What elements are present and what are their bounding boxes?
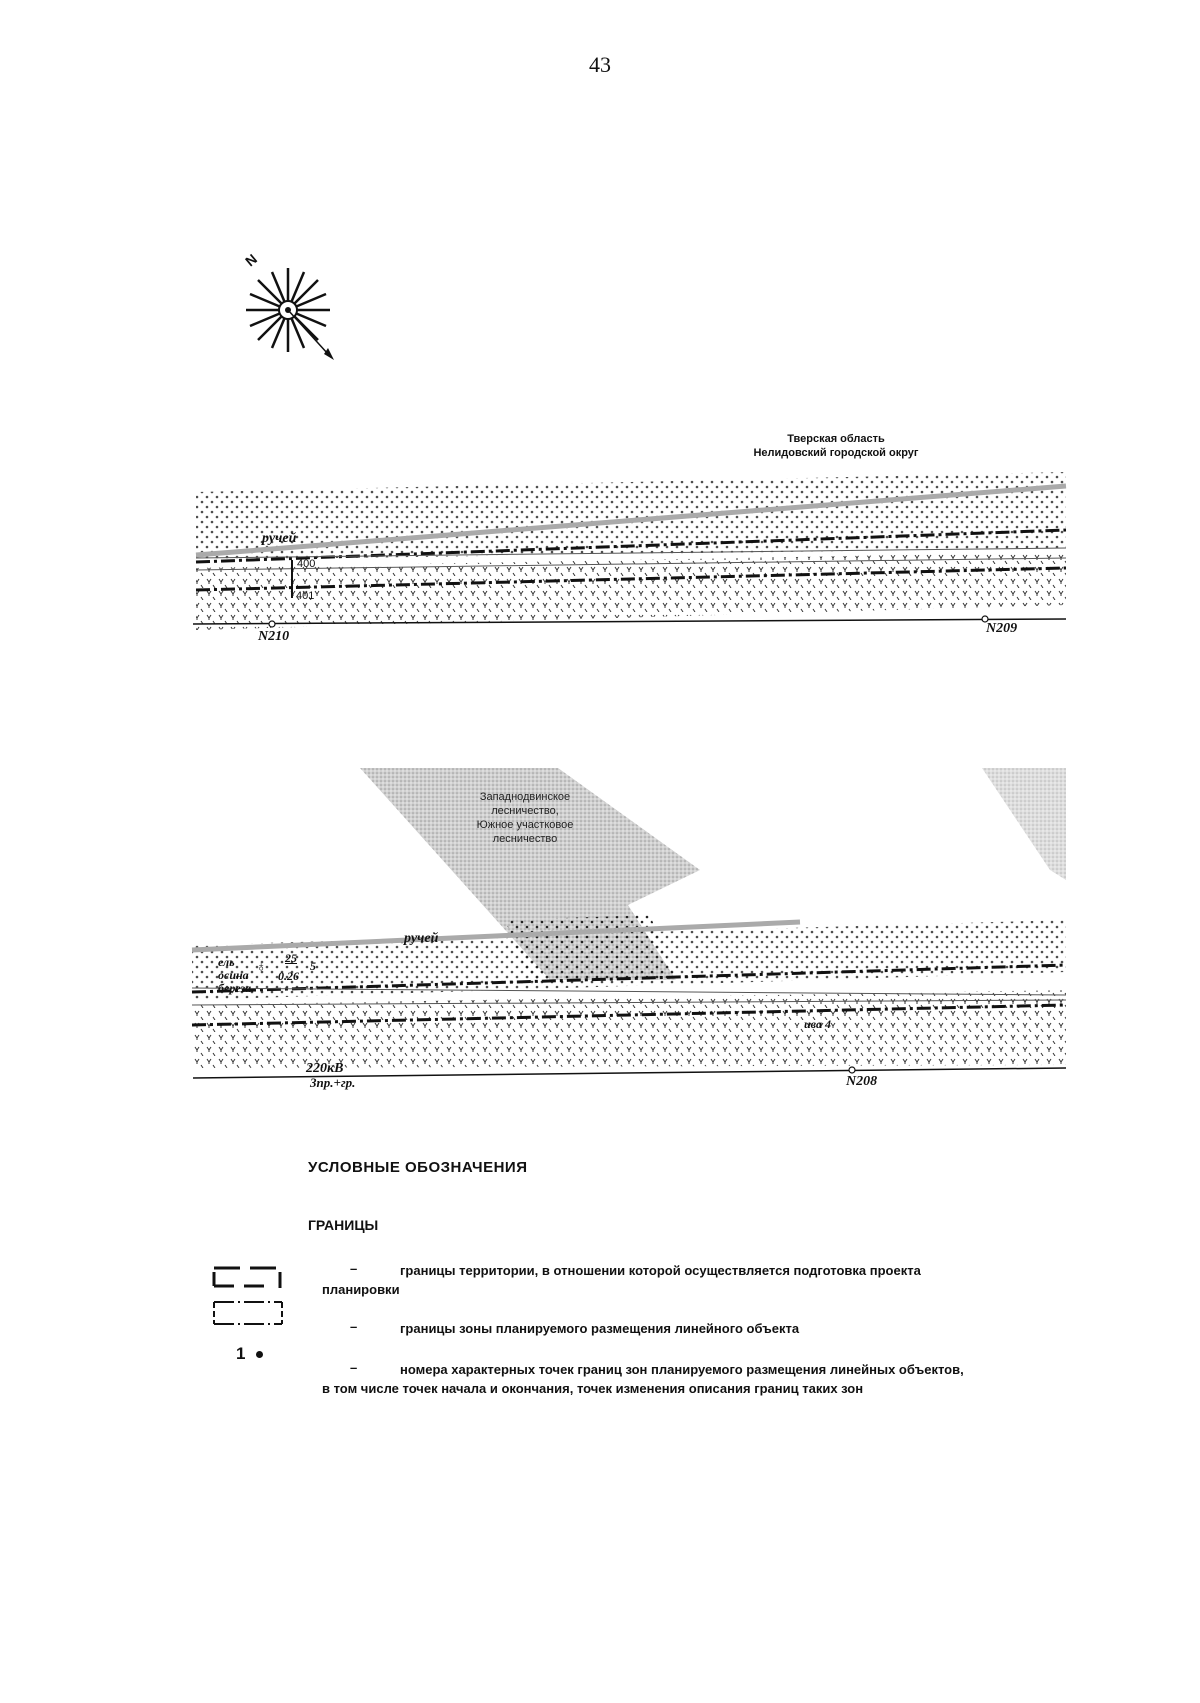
compass-rose-icon xyxy=(246,268,334,360)
pole-label-n208: N208 xyxy=(846,1074,878,1089)
pole-label-n209: N209 xyxy=(986,621,1018,636)
legend-text-3 xyxy=(322,1360,1042,1398)
forest-fraction-top: 25 xyxy=(285,951,297,965)
wire-label: 3пр.+гр. xyxy=(310,1075,356,1090)
stream-label-top: ручей xyxy=(262,531,297,546)
point-number-symbol xyxy=(236,1344,263,1364)
forestry-line-3: Южное участковое xyxy=(476,819,574,831)
point-number-label: 1 xyxy=(236,1344,246,1363)
legend-dash-2: – xyxy=(350,1319,358,1334)
legend-dash-3: – xyxy=(350,1360,358,1375)
pole-label-n210: N210 xyxy=(258,629,290,644)
point-label-401: 401 xyxy=(296,590,315,602)
compass-north-label: N xyxy=(242,250,261,270)
forestry-line-1: Западнодвинское xyxy=(479,791,571,803)
species-spruce: ель xyxy=(218,955,235,969)
region-label xyxy=(746,432,926,460)
territory-boundary-icon xyxy=(210,1262,290,1332)
page-number: 43 xyxy=(589,52,611,77)
forest-fraction-bottom: 0.26 xyxy=(278,969,299,983)
stream-label-bottom: ручей xyxy=(404,931,439,946)
legend-text-2: границы зоны планируемого размещения линейного объекта xyxy=(400,1321,800,1336)
legend-section-title: ГРАНИЦЫ xyxy=(308,1217,379,1233)
point-label-400: 400 xyxy=(297,558,316,570)
legend-text-1-line2: планировки xyxy=(322,1282,400,1297)
forestry-line-4: лесничество xyxy=(492,833,558,845)
legend-text-1-line1: границы территории, в отношении которой осуществляется подготовка проекта xyxy=(400,1263,921,1278)
voltage-label: 220кВ xyxy=(306,1061,344,1076)
forestry-line-2: лесничество, xyxy=(491,805,559,817)
forest-fraction-side: 5 xyxy=(310,959,316,973)
tree-species-label xyxy=(218,956,254,995)
district-name: Нелидовский городской округ xyxy=(753,447,919,459)
tree-icon: ♁ xyxy=(256,958,267,974)
legend-text-3-line2: в том числе точек начала и окончания, точек изменения описания границ таких зон xyxy=(322,1381,864,1396)
marker-willow: ива 4 xyxy=(804,1017,831,1031)
region-name: Тверская область xyxy=(787,433,885,445)
species-birch: береза. xyxy=(218,981,255,995)
forestry-label xyxy=(470,790,580,846)
point-dot-icon xyxy=(256,1351,263,1358)
legend-text-1 xyxy=(322,1261,1042,1299)
legend-dash-1: – xyxy=(350,1261,358,1276)
species-aspen: осина xyxy=(218,968,249,982)
legend-title: УСЛОВНЫЕ ОБОЗНАЧЕНИЯ xyxy=(308,1159,528,1176)
legend-text-3-line1: номера характерных точек границ зон планируемого размещения линейных объектов, xyxy=(400,1362,964,1377)
